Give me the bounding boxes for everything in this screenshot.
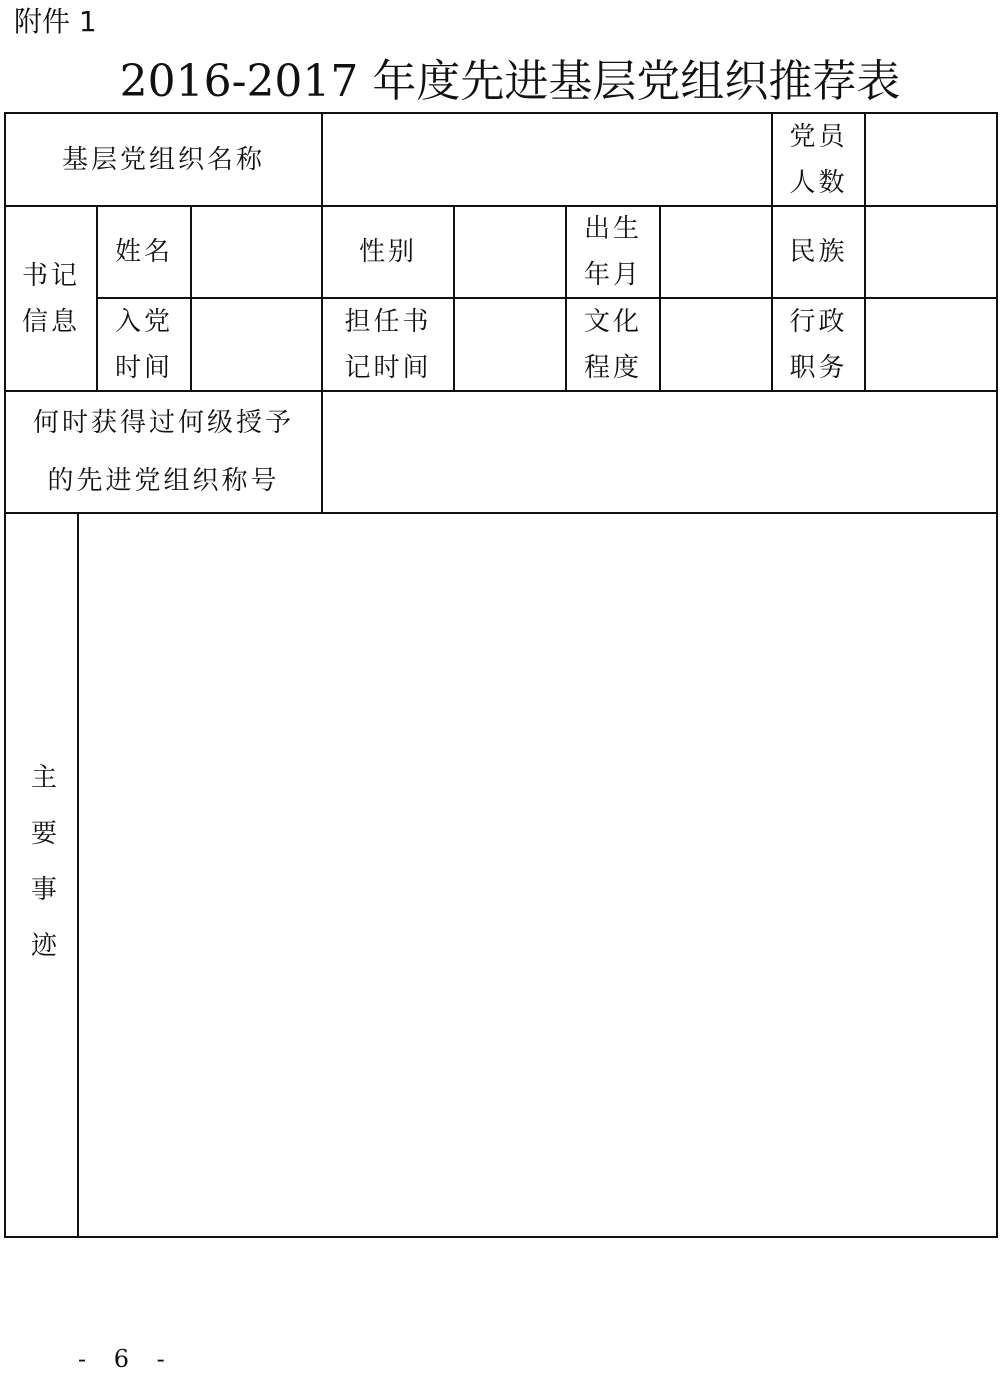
member-count-label: 党员 人数	[789, 121, 848, 198]
org-name-label: 基层党组织名称	[61, 144, 265, 175]
form-title: 2016-2017 年度先进基层党组织推荐表	[119, 56, 901, 107]
birth-label: 出生 年月	[583, 214, 642, 290]
ethnicity-label: 民族	[789, 237, 848, 267]
page-number: - 6 -	[78, 1345, 175, 1373]
main-deeds-label: 主要事迹	[26, 763, 57, 987]
main-deeds-field[interactable]	[79, 514, 996, 1236]
table-border-bottom	[4, 1236, 998, 1238]
member-count-field[interactable]	[866, 114, 996, 205]
ethnicity-field[interactable]	[866, 207, 996, 297]
gender-field[interactable]	[455, 207, 565, 297]
secretary-info-label: 书记 信息	[21, 260, 80, 337]
birth-field[interactable]	[661, 207, 771, 297]
org-name-field[interactable]	[323, 114, 771, 205]
name-field[interactable]	[192, 207, 321, 297]
join-party-field[interactable]	[192, 299, 321, 390]
main-deeds-label-cell	[6, 514, 77, 1236]
table-border-right	[996, 112, 998, 1238]
secretary-since-label: 担任书 记时间	[344, 306, 432, 383]
secretary-since-field[interactable]	[455, 299, 565, 390]
education-field[interactable]	[661, 299, 771, 390]
education-label: 文化 程度	[583, 306, 642, 383]
honor-field[interactable]	[323, 392, 996, 512]
honor-label: 何时获得过何级授予 的先进党组织称号	[32, 408, 294, 496]
name-label: 姓名	[114, 237, 173, 267]
admin-post-label: 行政 职务	[789, 306, 848, 383]
join-party-label: 入党 时间	[114, 306, 173, 383]
admin-post-field[interactable]	[866, 299, 996, 390]
gender-label: 性别	[358, 237, 417, 267]
attachment-label: 附件 1	[14, 5, 97, 38]
